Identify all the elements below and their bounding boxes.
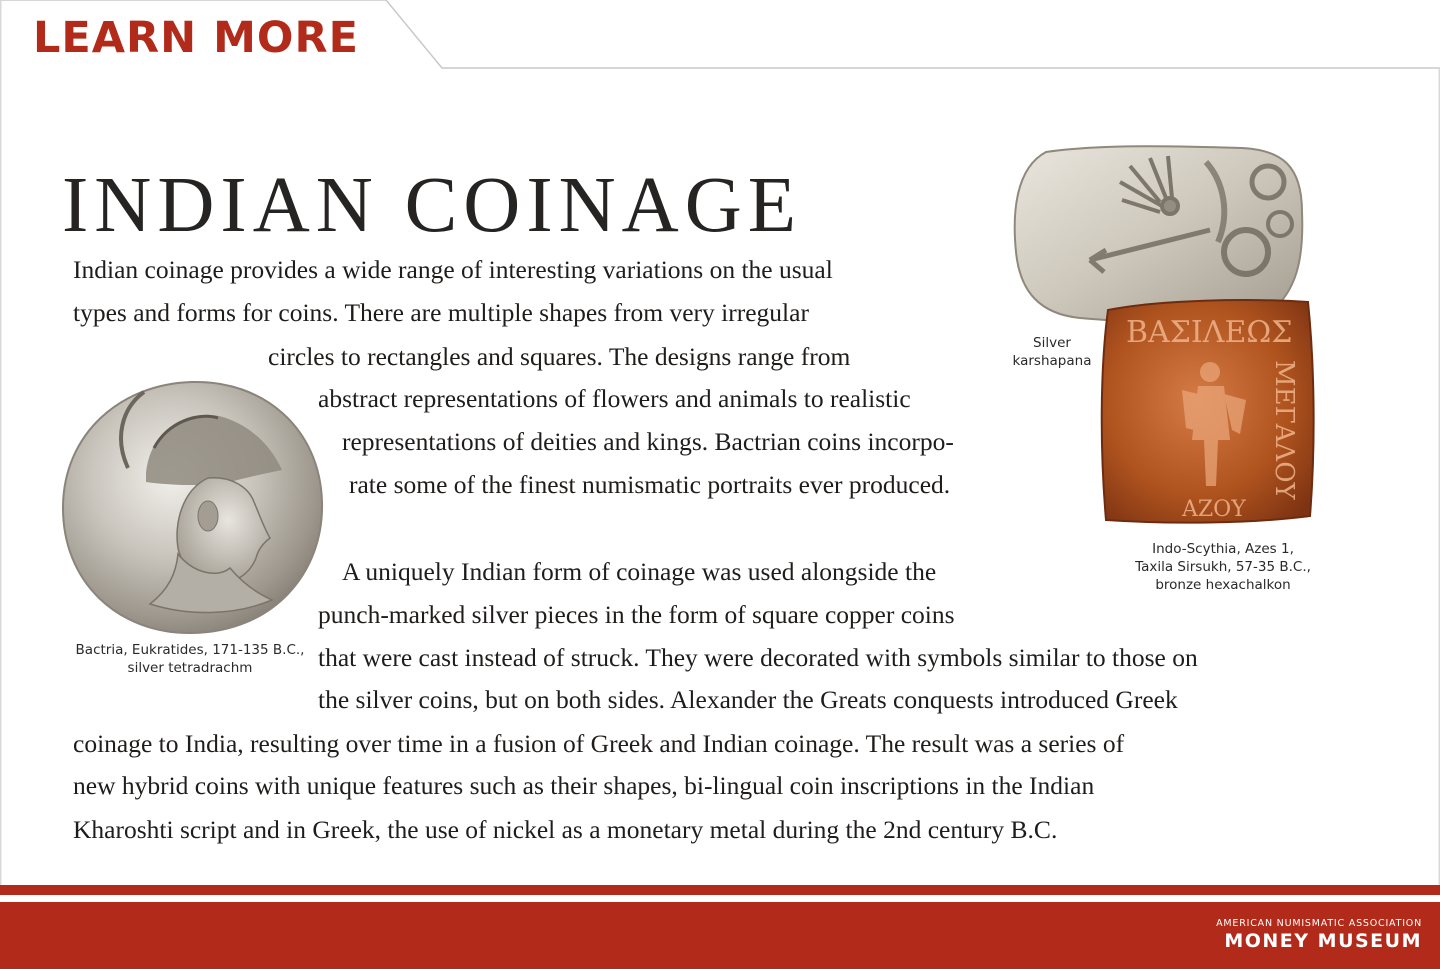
body-text-line: that were cast instead of struck. They were decorated with symbols similar to those on [318,643,1198,672]
bronze-legend-bottom: ΑΖΟΥ [1182,497,1246,522]
caption-line: silver tetradrachm [127,660,253,676]
body-text-line: rate some of the finest numismatic portraits ever produced. [349,470,951,499]
body-text-line: abstract representations of flowers and animals to realistic [318,384,911,413]
caption-line: bronze hexachalkon [1155,577,1291,593]
body-text-line: the silver coins, but on both sides. Alexander the Greats conquests introduced Greek [318,685,1178,714]
body-text-line: punch-marked silver pieces in the form of square copper coins [318,600,955,629]
body-text-line: Kharoshti script and in Greek, the use of nickel as a monetary metal during the 2nd century B.C. [73,815,1058,844]
bactria-coin-caption [74,641,306,677]
caption-line: Indo-Scythia, Azes 1, [1152,541,1294,557]
body-text-line: representations of deities and kings. Bactrian coins incorpo- [342,427,954,456]
learn-more-banner: LEARN MORE [33,13,359,63]
caption-line: Taxila Sirsukh, 57-35 B.C., [1135,559,1311,575]
bronze-hexachalkon-coin-image [1098,290,1318,528]
caption-line: karshapana [1012,353,1092,369]
bactrian-tetradrachm-coin-image [58,378,326,636]
body-text-line: A uniquely Indian form of coinage was used alongside the [342,557,937,586]
museum-logo-text: MONEY MUSEUM [1224,930,1422,952]
indo-scythia-caption [1118,540,1328,594]
bronze-legend-top: ΒΑΣΙΛΕΩΣ [1126,315,1293,350]
body-text-line: types and forms for coins. There are multiple shapes from very irregular [73,298,809,327]
body-text-line: new hybrid coins with unique features such as their shapes, bi-lingual coin inscriptions in the Indian [73,771,1095,800]
karshapana-caption [1002,334,1102,370]
footer-stripe [0,885,1440,895]
organization-name: AMERICAN NUMISMATIC ASSOCIATION [1216,918,1422,929]
bronze-legend-right: ΜΕΓΑΛΟΥ [1269,360,1299,500]
body-text-line: coinage to India, resulting over time in a fusion of Greek and Indian coinage. The result was a series of [73,729,1125,758]
body-text-line: circles to rectangles and squares. The designs range from [268,342,851,371]
caption-line: Bactria, Eukratides, 171-135 B.C., [75,642,305,658]
caption-line: Silver [1033,335,1071,351]
page-title: INDIAN COINAGE [62,161,803,249]
body-text-line: Indian coinage provides a wide range of interesting variations on the usual [73,255,833,284]
